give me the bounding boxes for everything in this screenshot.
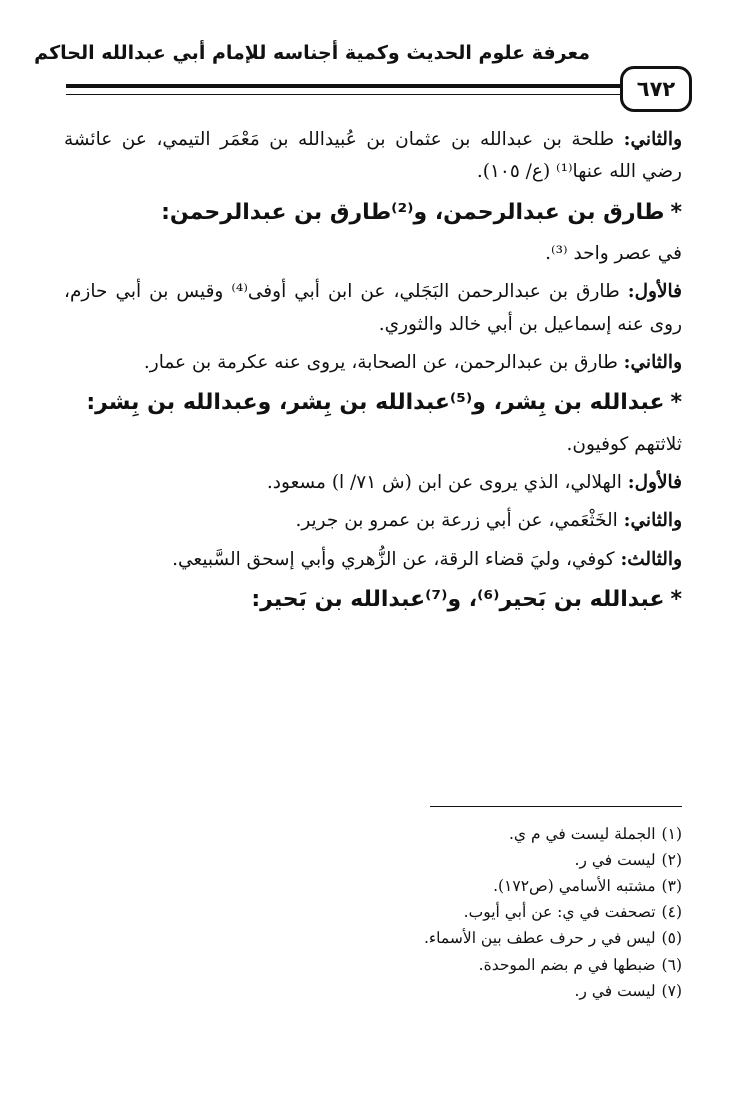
footnote-number: (٧) [661, 981, 682, 1000]
paragraph-text: طلحة بن عبدالله بن عثمان بن عُبيدالله بن مَعْمَر التيمي، عن عائشة رضي الله عنها⁽¹⁾ (ع/ ١٠٥). [64, 129, 682, 183]
paragraph [64, 544, 682, 576]
paragraph-text: الخَثْعَمي، عن أبي زرعة بن عمرو بن جرير. [295, 510, 624, 532]
paragraph-text: كوفي، وليَ قضاء الرقة، عن الزُّهري وأبي إسحق السَّبيعي. [172, 548, 621, 570]
footnote [64, 874, 682, 899]
footnote [64, 979, 682, 1004]
paragraph-lead: والثاني: [623, 129, 682, 150]
footnote-text: تصحفت في ي: عن أبي أيوب. [463, 903, 656, 922]
paragraph-text: الهلالي، الذي يروى عن ابن (ش ٧١/ ا) مسعود. [266, 472, 628, 493]
paragraph-text: ثلاثتهم كوفيون. [566, 433, 682, 455]
entry-heading [64, 582, 682, 617]
paragraph [64, 276, 682, 341]
paragraph [64, 347, 682, 379]
footnote [64, 953, 682, 978]
paragraph-text: طارق بن عبدالرحمن البَجَلي، عن ابن أبي أوفى⁽⁴⁾ وقيس بن أبي حازم، روى عنه إسماعيل بن أبي خالد والثوري. [64, 281, 682, 335]
paragraph-lead: فالأول: [627, 472, 682, 493]
paragraph-lead: والثاني: [623, 352, 682, 374]
heading-text: طارق بن عبدالرحمن، و⁽²⁾طارق بن عبدالرحمن: [161, 199, 665, 225]
footnote-text: مشتبه الأسامي (ص١٧٢). [493, 877, 656, 896]
footnote-number: (٥) [661, 929, 682, 948]
footnote-number: (٤) [661, 903, 682, 922]
asterisk-marker: * [670, 199, 682, 225]
paragraph [64, 505, 682, 537]
footnote-separator [430, 806, 682, 807]
footnotes [64, 822, 682, 1005]
footnote-text: ليست في ر. [574, 851, 656, 870]
header-rule-thin [66, 94, 622, 95]
entry-heading [64, 385, 682, 420]
heading-text: عبدالله بن بَحير⁽⁶⁾، و⁽⁷⁾عبدالله بن بَحير: [251, 587, 665, 613]
footnote [64, 848, 682, 873]
footnote-text: ليس في ر حرف عطف بين الأسماء. [423, 929, 656, 948]
paragraph [64, 467, 682, 499]
body-text [64, 124, 682, 625]
paragraph [64, 429, 682, 461]
entry-heading [64, 195, 682, 230]
footnote-text: ضبطها في م بضم الموحدة. [478, 955, 656, 974]
paragraph-text: طارق بن عبدالرحمن، عن الصحابة، يروى عنه عكرمة بن عمار. [143, 352, 624, 374]
footnote-number: (٦) [661, 955, 682, 974]
footnote-number: (١) [661, 825, 682, 843]
header-rule-thick [66, 84, 622, 88]
paragraph [64, 124, 682, 189]
asterisk-marker: * [670, 390, 682, 416]
footnote [64, 822, 682, 847]
paragraph [64, 238, 682, 270]
footnote-text: ليست في ر. [574, 981, 656, 1000]
running-header-title: معرفة علوم الحديث وكمية أجناسه للإمام أبي عبدالله الحاكم [34, 42, 590, 64]
footnote [64, 926, 682, 951]
paragraph-text: في عصر واحد ⁽³⁾. [545, 242, 682, 264]
page-number: ٦٧٢ [620, 66, 692, 112]
asterisk-marker: * [670, 587, 682, 613]
paragraph-lead: فالأول: [627, 281, 682, 303]
paragraph-lead: والثالث: [620, 548, 682, 570]
footnote-number: (٣) [661, 877, 682, 896]
heading-text: عبدالله بن بِشر، و⁽⁵⁾عبدالله بن بِشر، وعبدالله بن بِشر: [86, 390, 665, 416]
footnote-text: الجملة ليست في م ي. [508, 825, 656, 843]
footnote [64, 900, 682, 925]
footnote-number: (٢) [661, 851, 682, 870]
paragraph-lead: والثاني: [623, 510, 682, 532]
